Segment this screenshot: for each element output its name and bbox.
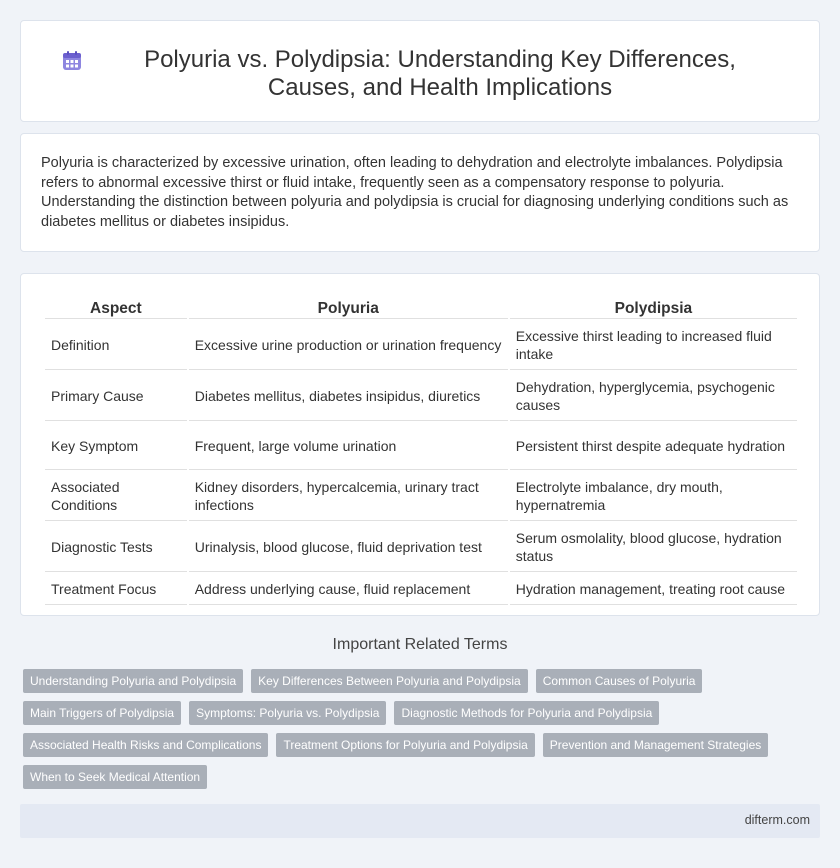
- page-title: Polyuria vs. Polydipsia: Understanding Key Differences, Causes, and Health Implications: [144, 46, 736, 101]
- cell-polyuria: Diabetes mellitus, diabetes insipidus, diuretics: [189, 372, 508, 421]
- cell-polydipsia: Serum osmolality, blood glucose, hydration status: [510, 523, 797, 572]
- related-terms-list: [23, 669, 813, 797]
- table-row: [45, 472, 797, 521]
- header-polyuria: Polyuria: [189, 297, 508, 319]
- title-card: [20, 20, 820, 122]
- table-row: [45, 523, 797, 572]
- calendar-grid-icon: [61, 50, 83, 72]
- related-term-tag[interactable]: Key Differences Between Polyuria and Polydipsia: [251, 669, 528, 693]
- cell-aspect: Primary Cause: [45, 372, 187, 421]
- table-row: [45, 423, 797, 470]
- cell-polyuria: Urinalysis, blood glucose, fluid deprivation test: [189, 523, 508, 572]
- related-terms-heading: Important Related Terms: [332, 636, 508, 653]
- related-term-tag[interactable]: Treatment Options for Polyuria and Polydipsia: [276, 733, 534, 757]
- related-term-tag[interactable]: Prevention and Management Strategies: [543, 733, 768, 757]
- header-polydipsia: Polydipsia: [510, 297, 797, 319]
- cell-aspect: Treatment Focus: [45, 574, 187, 605]
- comparison-table: [43, 295, 799, 607]
- header-aspect: Aspect: [45, 297, 187, 319]
- cell-aspect: Associated Conditions: [45, 472, 187, 521]
- related-term-tag[interactable]: Common Causes of Polyuria: [536, 669, 703, 693]
- cell-aspect: Definition: [45, 321, 187, 370]
- cell-polyuria: Frequent, large volume urination: [189, 423, 508, 470]
- intro-paragraph: Polyuria is characterized by excessive urination, often leading to dehydration and electrolyte imbalances. Polydipsia refers to abnormal excessive thirst or fluid intake, frequently seen as a compensatory response to polyuria. Understanding the distinction between polyuria and polydipsia is crucial for diagnosing underlying conditions such as diabetes mellitus or diabetes insipidus.: [41, 155, 789, 230]
- related-term-tag[interactable]: When to Seek Medical Attention: [23, 765, 207, 789]
- table-row: [45, 372, 797, 421]
- cell-polydipsia: Hydration management, treating root cause: [510, 574, 797, 605]
- table-row: [45, 574, 797, 605]
- title-row: [21, 21, 819, 102]
- cell-polydipsia: Persistent thirst despite adequate hydration: [510, 423, 797, 470]
- cell-polydipsia: Electrolyte imbalance, dry mouth, hypernatremia: [510, 472, 797, 521]
- related-term-tag[interactable]: Understanding Polyuria and Polydipsia: [23, 669, 243, 693]
- site-link[interactable]: difterm.com: [744, 813, 810, 827]
- intro-card: [20, 133, 820, 252]
- footer: [20, 804, 820, 838]
- cell-aspect: Diagnostic Tests: [45, 523, 187, 572]
- related-term-tag[interactable]: Diagnostic Methods for Polyuria and Polydipsia: [394, 701, 659, 725]
- cell-polyuria: Excessive urine production or urination frequency: [189, 321, 508, 370]
- table-header-row: [45, 297, 797, 319]
- related-term-tag[interactable]: Symptoms: Polyuria vs. Polydipsia: [189, 701, 386, 725]
- related-term-tag[interactable]: Main Triggers of Polydipsia: [23, 701, 181, 725]
- related-term-tag[interactable]: Associated Health Risks and Complications: [23, 733, 268, 757]
- table-row: [45, 321, 797, 370]
- cell-polyuria: Address underlying cause, fluid replacement: [189, 574, 508, 605]
- cell-polydipsia: Excessive thirst leading to increased fluid intake: [510, 321, 797, 370]
- cell-polyuria: Kidney disorders, hypercalcemia, urinary tract infections: [189, 472, 508, 521]
- cell-aspect: Key Symptom: [45, 423, 187, 470]
- cell-polydipsia: Dehydration, hyperglycemia, psychogenic causes: [510, 372, 797, 421]
- comparison-table-card: [20, 273, 820, 616]
